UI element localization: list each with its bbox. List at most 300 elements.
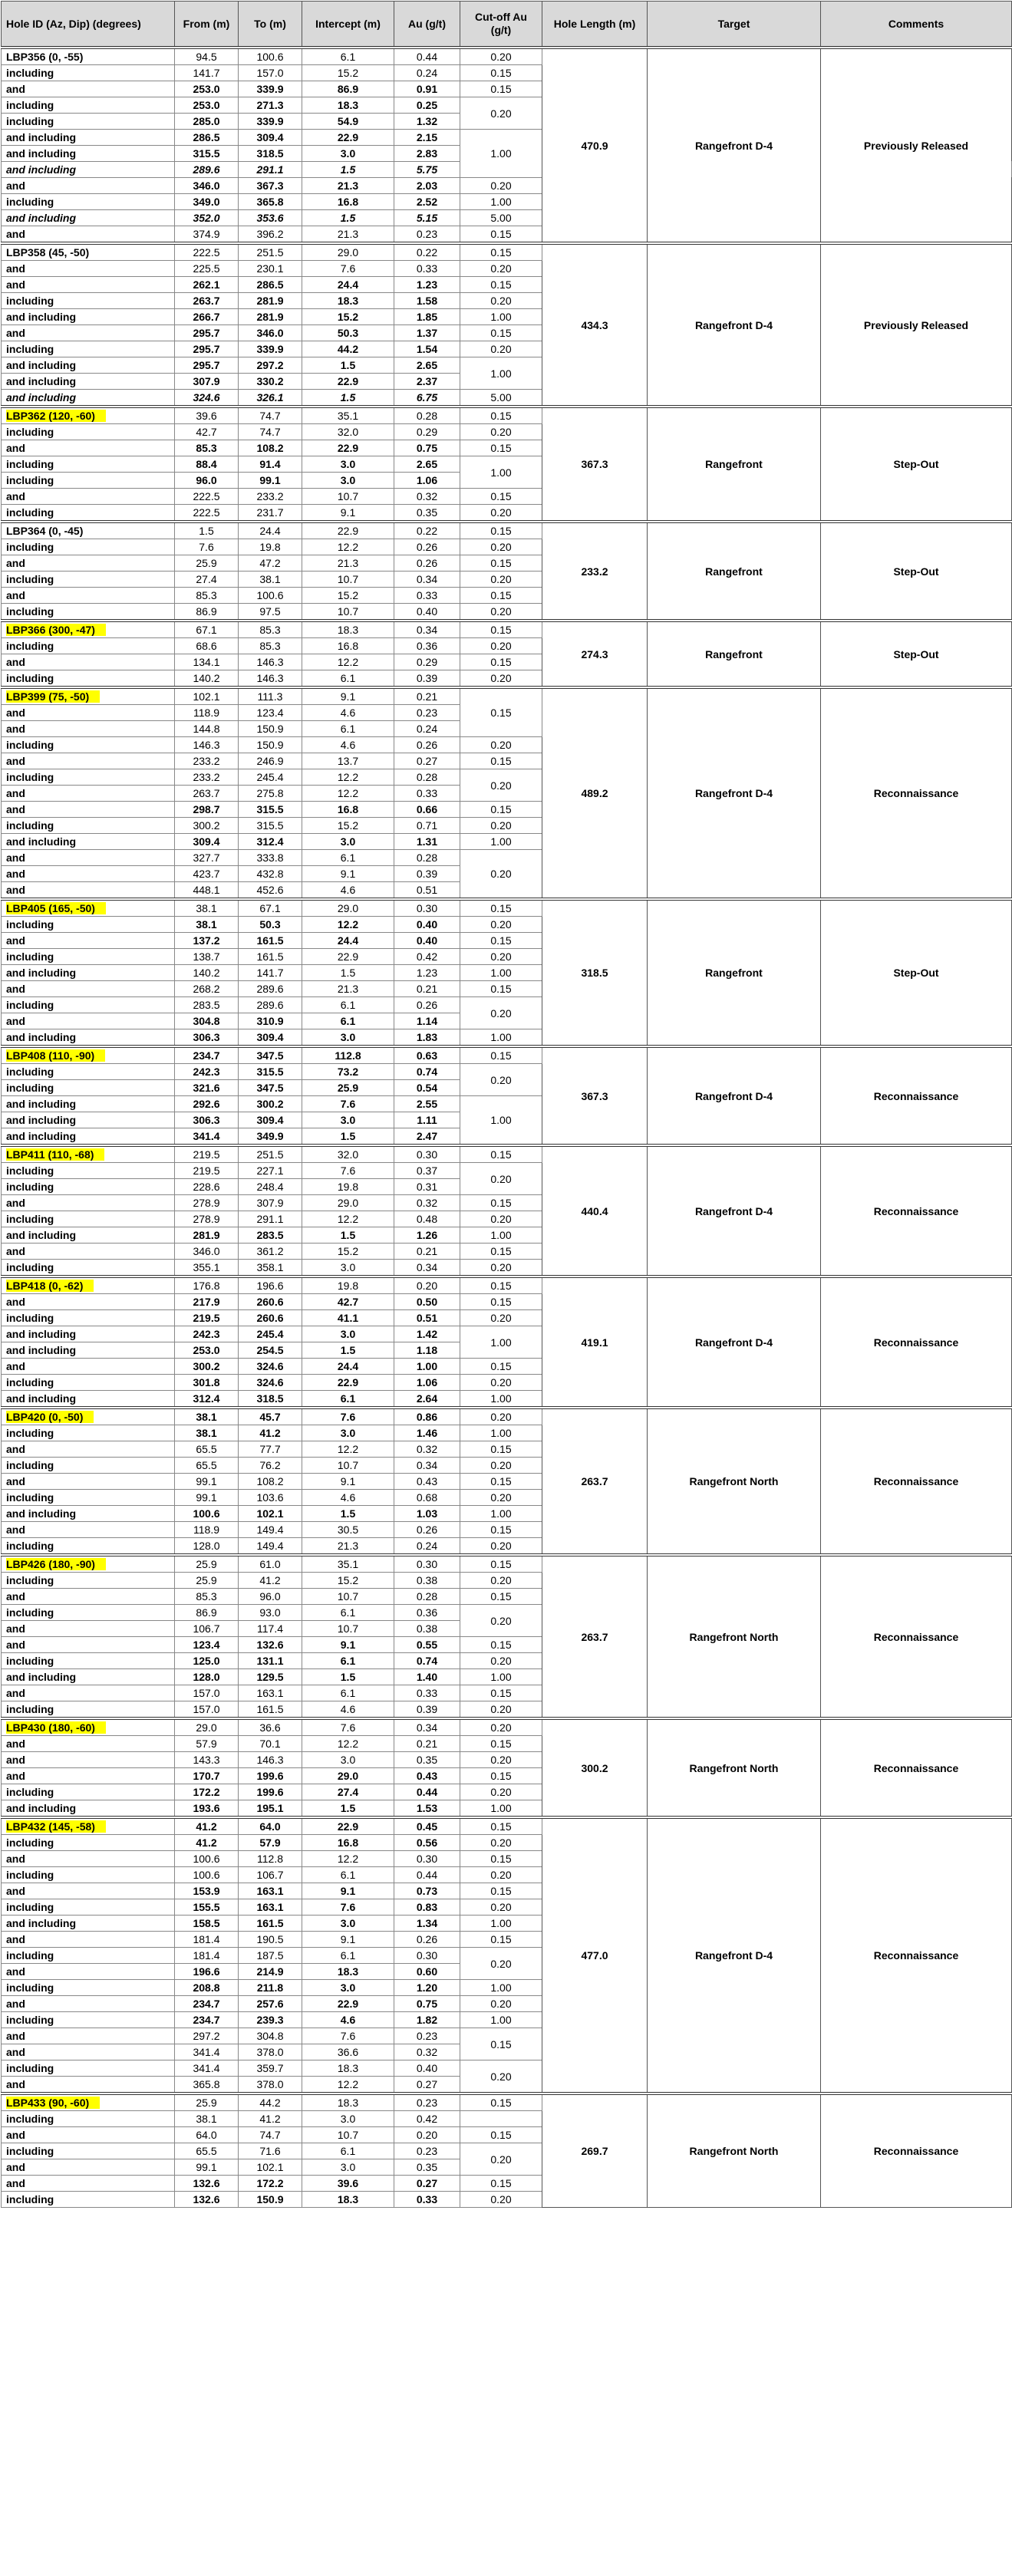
- interval-label: and: [6, 707, 25, 719]
- from-cell: 346.0: [175, 1244, 239, 1260]
- cutoff-cell: 0.15: [460, 1768, 542, 1784]
- au-grade-cell: 0.36: [394, 1605, 460, 1621]
- interval-label: including: [6, 1164, 54, 1177]
- hole-id-label: LBP432 (145, -58): [6, 1820, 106, 1833]
- to-cell: 231.7: [239, 505, 302, 522]
- au-grade-cell: 0.34: [394, 1260, 460, 1277]
- intercept-cell: 1.5: [302, 1342, 394, 1359]
- cutoff-cell: 0.15: [460, 489, 542, 505]
- from-cell: 448.1: [175, 882, 239, 900]
- au-grade-cell: 1.06: [394, 473, 460, 489]
- interval-label-cell: [2, 1701, 175, 1719]
- cutoff-cell: 0.20: [460, 1163, 542, 1195]
- from-cell: 219.5: [175, 1145, 239, 1163]
- to-cell: 103.6: [239, 1490, 302, 1506]
- au-grade-cell: 2.37: [394, 374, 460, 390]
- au-grade-cell: 0.33: [394, 1685, 460, 1701]
- from-cell: 88.4: [175, 456, 239, 473]
- to-cell: 233.2: [239, 489, 302, 505]
- to-cell: 199.6: [239, 1784, 302, 1800]
- from-cell: 25.9: [175, 1555, 239, 1573]
- hole-id-label: LBP418 (0, -62): [6, 1280, 94, 1292]
- intercept-cell: 86.9: [302, 81, 394, 97]
- interval-label: and: [6, 1933, 25, 1945]
- cutoff-cell: 1.00: [460, 1506, 542, 1522]
- cutoff-cell: 0.15: [460, 933, 542, 949]
- cutoff-cell: 0.20: [460, 341, 542, 357]
- cutoff-cell: 0.20: [460, 1784, 542, 1800]
- intercept-cell: 9.1: [302, 1474, 394, 1490]
- to-cell: 339.9: [239, 341, 302, 357]
- interval-label: including: [6, 1213, 54, 1225]
- cutoff-cell: 0.20: [460, 769, 542, 802]
- interval-label: and: [6, 557, 25, 569]
- from-cell: 25.9: [175, 2093, 239, 2111]
- au-grade-cell: 1.58: [394, 293, 460, 309]
- cutoff-cell: 1.00: [460, 456, 542, 489]
- intercept-cell: 3.0: [302, 1326, 394, 1342]
- cutoff-cell: 5.00: [460, 390, 542, 407]
- au-grade-cell: 0.75: [394, 1996, 460, 2012]
- au-grade-cell: 0.74: [394, 1064, 460, 1080]
- to-cell: 315.5: [239, 818, 302, 834]
- to-cell: 163.1: [239, 1883, 302, 1899]
- au-grade-cell: 0.50: [394, 1294, 460, 1310]
- from-cell: 153.9: [175, 1883, 239, 1899]
- comments-cell: Step-Out: [821, 522, 1012, 621]
- interval-label-cell: [2, 769, 175, 786]
- interval-label: including: [6, 1491, 54, 1504]
- from-cell: 292.6: [175, 1096, 239, 1112]
- interval-label: and including: [6, 1031, 76, 1043]
- interval-label: and: [6, 2161, 25, 2173]
- interval-label-cell: [2, 572, 175, 588]
- au-grade-cell: 2.52: [394, 194, 460, 210]
- to-cell: 24.4: [239, 522, 302, 539]
- intercept-cell: 10.7: [302, 489, 394, 505]
- intercept-cell: 21.3: [302, 555, 394, 572]
- hole-id-cell: [2, 899, 175, 917]
- interval-label: including: [6, 1181, 54, 1193]
- to-cell: 353.6: [239, 210, 302, 226]
- cutoff-cell: 0.15: [460, 1932, 542, 1948]
- au-grade-cell: 0.23: [394, 2143, 460, 2159]
- interval-label: and: [6, 934, 25, 947]
- to-cell: 318.5: [239, 146, 302, 162]
- hole-length-cell: 233.2: [542, 522, 648, 621]
- cutoff-cell: 0.15: [460, 81, 542, 97]
- cutoff-cell: 0.15: [460, 1441, 542, 1458]
- intercept-cell: 6.1: [302, 1867, 394, 1883]
- cutoff-cell: 1.00: [460, 1227, 542, 1244]
- intercept-cell: 12.2: [302, 769, 394, 786]
- to-cell: 257.6: [239, 1996, 302, 2012]
- to-cell: 41.2: [239, 1425, 302, 1441]
- interval-label: including: [6, 115, 54, 127]
- from-cell: 219.5: [175, 1310, 239, 1326]
- from-cell: 365.8: [175, 2077, 239, 2094]
- from-cell: 263.7: [175, 786, 239, 802]
- comments-cell: Reconnaissance: [821, 2093, 1012, 2208]
- from-cell: 86.9: [175, 604, 239, 621]
- au-grade-cell: 2.47: [394, 1128, 460, 1146]
- target-cell: Rangefront: [648, 621, 821, 687]
- to-cell: 361.2: [239, 1244, 302, 1260]
- intercept-cell: 1.5: [302, 1128, 394, 1146]
- au-grade-cell: 0.32: [394, 2044, 460, 2060]
- interval-label: including: [6, 474, 54, 486]
- au-grade-cell: 0.26: [394, 737, 460, 753]
- to-cell: 85.3: [239, 638, 302, 654]
- interval-label-cell: [2, 1932, 175, 1948]
- cutoff-cell: 0.20: [460, 1701, 542, 1719]
- interval-label-cell: [2, 638, 175, 654]
- au-grade-cell: 0.25: [394, 97, 460, 114]
- from-cell: 278.9: [175, 1195, 239, 1211]
- from-cell: 309.4: [175, 834, 239, 850]
- au-grade-cell: 0.54: [394, 1080, 460, 1096]
- interval-label: and: [6, 1754, 25, 1766]
- interval-label: and: [6, 83, 25, 95]
- to-cell: 309.4: [239, 1029, 302, 1047]
- interval-label-cell: [2, 1653, 175, 1669]
- intercept-cell: 1.5: [302, 1506, 394, 1522]
- interval-label-cell: [2, 1195, 175, 1211]
- au-grade-cell: 5.75: [394, 162, 460, 178]
- au-grade-cell: 0.26: [394, 555, 460, 572]
- from-cell: 144.8: [175, 721, 239, 737]
- intercept-cell: 10.7: [302, 604, 394, 621]
- au-grade-cell: 0.28: [394, 1589, 460, 1605]
- comments-cell: Step-Out: [821, 407, 1012, 522]
- au-grade-cell: 1.20: [394, 1980, 460, 1996]
- intercept-cell: 7.6: [302, 1096, 394, 1112]
- to-cell: 47.2: [239, 555, 302, 572]
- cutoff-cell: 0.15: [460, 1195, 542, 1211]
- au-grade-cell: 0.63: [394, 1046, 460, 1064]
- interval-label-cell: [2, 130, 175, 146]
- intercept-cell: 19.8: [302, 1179, 394, 1195]
- cutoff-cell: 1.00: [460, 1326, 542, 1359]
- interval-label: and: [6, 1622, 25, 1635]
- cutoff-cell: 0.15: [460, 1244, 542, 1260]
- cutoff-cell: 1.00: [460, 1029, 542, 1047]
- intercept-cell: 29.0: [302, 243, 394, 261]
- cutoff-cell: 0.20: [460, 261, 542, 277]
- header-hole-id: Hole ID (Az, Dip) (degrees): [2, 2, 175, 48]
- interval-label-cell: [2, 2127, 175, 2143]
- intercept-cell: 29.0: [302, 899, 394, 917]
- to-cell: 149.4: [239, 1522, 302, 1538]
- cutoff-cell: 0.15: [460, 1145, 542, 1163]
- interval-label-cell: [2, 1736, 175, 1752]
- interval-label-cell: [2, 818, 175, 834]
- au-grade-cell: 0.44: [394, 48, 460, 65]
- interval-label: and: [6, 589, 25, 601]
- interval-label-cell: [2, 1294, 175, 1310]
- interval-label-cell: [2, 1800, 175, 1818]
- to-cell: 99.1: [239, 473, 302, 489]
- from-cell: 181.4: [175, 1948, 239, 1964]
- interval-label-cell: [2, 2077, 175, 2094]
- from-cell: 176.8: [175, 1276, 239, 1294]
- au-grade-cell: 1.46: [394, 1425, 460, 1441]
- from-cell: 263.7: [175, 293, 239, 309]
- au-grade-cell: 1.83: [394, 1029, 460, 1047]
- hole-length-cell: 419.1: [542, 1276, 648, 1408]
- intercept-cell: 3.0: [302, 2159, 394, 2176]
- interval-label-cell: [2, 1112, 175, 1128]
- intercept-cell: 30.5: [302, 1522, 394, 1538]
- interval-label: and: [6, 278, 25, 291]
- from-cell: 38.1: [175, 1408, 239, 1425]
- au-grade-cell: 0.60: [394, 1964, 460, 1980]
- intercept-cell: 29.0: [302, 1195, 394, 1211]
- cutoff-cell: 0.15: [460, 1637, 542, 1653]
- comments-cell: Previously Released: [821, 48, 1012, 243]
- interval-label: and: [6, 1639, 25, 1651]
- intercept-cell: 21.3: [302, 1538, 394, 1556]
- cutoff-cell: 0.20: [460, 1835, 542, 1851]
- interval-label-cell: [2, 1669, 175, 1685]
- cutoff-cell: 0.20: [460, 818, 542, 834]
- from-cell: 253.0: [175, 97, 239, 114]
- intercept-cell: 35.1: [302, 1555, 394, 1573]
- au-grade-cell: 0.24: [394, 1538, 460, 1556]
- cutoff-cell: 0.20: [460, 1752, 542, 1768]
- to-cell: 291.1: [239, 1211, 302, 1227]
- hole-id-cell: [2, 1718, 175, 1736]
- interval-label: and: [6, 1738, 25, 1750]
- au-grade-cell: 0.21: [394, 981, 460, 997]
- cutoff-cell: 1.00: [460, 357, 542, 390]
- from-cell: 321.6: [175, 1080, 239, 1096]
- interval-label: and including: [6, 1392, 76, 1405]
- hole-length-cell: 470.9: [542, 48, 648, 243]
- from-cell: 349.0: [175, 194, 239, 210]
- intercept-cell: 3.0: [302, 1980, 394, 1996]
- from-cell: 327.7: [175, 850, 239, 866]
- header-intercept: Intercept (m): [302, 2, 394, 48]
- intercept-cell: 12.2: [302, 1736, 394, 1752]
- interval-label: and: [6, 2046, 25, 2058]
- hole-header-row: [2, 621, 1012, 638]
- to-cell: 365.8: [239, 194, 302, 210]
- interval-label-cell: [2, 1685, 175, 1701]
- interval-label-cell: [2, 1899, 175, 1916]
- cutoff-cell: 0.20: [460, 293, 542, 309]
- from-cell: 355.1: [175, 1260, 239, 1277]
- interval-label-cell: [2, 705, 175, 721]
- to-cell: 111.3: [239, 687, 302, 705]
- au-grade-cell: 0.36: [394, 638, 460, 654]
- intercept-cell: 22.9: [302, 130, 394, 146]
- interval-label: and: [6, 656, 25, 668]
- interval-label-cell: [2, 194, 175, 210]
- cutoff-cell: 0.20: [460, 178, 542, 194]
- to-cell: 57.9: [239, 1835, 302, 1851]
- interval-label-cell: [2, 834, 175, 850]
- interval-label: including: [6, 1606, 54, 1619]
- from-cell: 123.4: [175, 1637, 239, 1653]
- from-cell: 222.5: [175, 489, 239, 505]
- cutoff-cell: 0.15: [460, 243, 542, 261]
- intercept-cell: 22.9: [302, 1817, 394, 1835]
- intercept-cell: 3.0: [302, 1260, 394, 1277]
- au-grade-cell: 0.40: [394, 933, 460, 949]
- interval-label-cell: [2, 489, 175, 505]
- interval-label: including: [6, 1261, 54, 1273]
- cutoff-cell: 1.00: [460, 194, 542, 210]
- cutoff-cell: 0.20: [460, 997, 542, 1029]
- from-cell: 324.6: [175, 390, 239, 407]
- interval-label-cell: [2, 1326, 175, 1342]
- au-grade-cell: 0.34: [394, 621, 460, 638]
- au-grade-cell: 6.75: [394, 390, 460, 407]
- interval-label-cell: [2, 1375, 175, 1391]
- from-cell: 181.4: [175, 1932, 239, 1948]
- to-cell: 163.1: [239, 1685, 302, 1701]
- to-cell: 347.5: [239, 1046, 302, 1064]
- intercept-cell: 22.9: [302, 522, 394, 539]
- hole-id-label: LBP356 (0, -55): [6, 51, 84, 63]
- au-grade-cell: 0.51: [394, 1310, 460, 1326]
- au-grade-cell: 0.74: [394, 1653, 460, 1669]
- to-cell: 304.8: [239, 2028, 302, 2044]
- cutoff-cell: 0.15: [460, 1046, 542, 1064]
- intercept-cell: 10.7: [302, 1458, 394, 1474]
- intercept-cell: 10.7: [302, 2127, 394, 2143]
- to-cell: 211.8: [239, 1980, 302, 1996]
- interval-label: including: [6, 2113, 54, 2125]
- to-cell: 19.8: [239, 539, 302, 555]
- au-grade-cell: 1.53: [394, 1800, 460, 1818]
- interval-label: including: [6, 1949, 54, 1962]
- interval-label: including: [6, 343, 54, 355]
- from-cell: 266.7: [175, 309, 239, 325]
- cutoff-cell: 0.20: [460, 572, 542, 588]
- from-cell: 346.0: [175, 178, 239, 194]
- to-cell: 150.9: [239, 737, 302, 753]
- from-cell: 374.9: [175, 226, 239, 244]
- au-grade-cell: 0.39: [394, 1701, 460, 1719]
- interval-label: including: [6, 2145, 54, 2157]
- intercept-cell: 42.7: [302, 1294, 394, 1310]
- intercept-cell: 16.8: [302, 194, 394, 210]
- to-cell: 93.0: [239, 1605, 302, 1621]
- interval-label-cell: [2, 1342, 175, 1359]
- hole-id-label: LBP430 (180, -60): [6, 1721, 106, 1734]
- from-cell: 283.5: [175, 997, 239, 1013]
- target-cell: Rangefront North: [648, 1555, 821, 1718]
- au-grade-cell: 0.20: [394, 2127, 460, 2143]
- interval-label-cell: [2, 1621, 175, 1637]
- interval-label-cell: [2, 850, 175, 866]
- from-cell: 234.7: [175, 1046, 239, 1064]
- au-grade-cell: 0.26: [394, 1932, 460, 1948]
- intercept-cell: 9.1: [302, 505, 394, 522]
- comments-cell: Reconnaissance: [821, 687, 1012, 899]
- cutoff-cell: 0.15: [460, 588, 542, 604]
- hole-header-row: [2, 243, 1012, 261]
- intercept-cell: 15.2: [302, 309, 394, 325]
- au-grade-cell: 2.83: [394, 146, 460, 162]
- interval-label: and: [6, 2129, 25, 2141]
- intercept-cell: 6.1: [302, 1391, 394, 1408]
- interval-label: and: [6, 442, 25, 454]
- intercept-cell: 9.1: [302, 866, 394, 882]
- cutoff-cell: 0.15: [460, 2028, 542, 2060]
- au-grade-cell: 2.03: [394, 178, 460, 194]
- au-grade-cell: 0.39: [394, 866, 460, 882]
- au-grade-cell: 0.43: [394, 1768, 460, 1784]
- hole-header-row: [2, 899, 1012, 917]
- interval-label: and: [6, 1015, 25, 1027]
- interval-label-cell: [2, 1080, 175, 1096]
- au-grade-cell: 0.30: [394, 1851, 460, 1867]
- from-cell: 27.4: [175, 572, 239, 588]
- to-cell: 74.7: [239, 407, 302, 424]
- cutoff-cell: 0.15: [460, 687, 542, 737]
- interval-label-cell: [2, 1964, 175, 1980]
- from-cell: 242.3: [175, 1326, 239, 1342]
- intercept-cell: 18.3: [302, 1964, 394, 1980]
- intercept-cell: 1.5: [302, 1669, 394, 1685]
- to-cell: 359.7: [239, 2060, 302, 2077]
- from-cell: 132.6: [175, 2192, 239, 2208]
- to-cell: 367.3: [239, 178, 302, 194]
- intercept-cell: 35.1: [302, 407, 394, 424]
- interval-label-cell: [2, 866, 175, 882]
- interval-label: including: [6, 1066, 54, 1078]
- cutoff-cell: 0.15: [460, 2127, 542, 2143]
- to-cell: 85.3: [239, 621, 302, 638]
- to-cell: 230.1: [239, 261, 302, 277]
- hole-id-label: LBP420 (0, -50): [6, 1411, 94, 1423]
- interval-label: and including: [6, 1114, 76, 1126]
- interval-label-cell: [2, 390, 175, 407]
- hole-id-cell: [2, 1555, 175, 1573]
- interval-label: including: [6, 819, 54, 832]
- intercept-cell: 54.9: [302, 114, 394, 130]
- cutoff-cell: 1.00: [460, 1916, 542, 1932]
- interval-label-cell: [2, 210, 175, 226]
- hole-header-row: [2, 1046, 1012, 1064]
- hole-id-label: LBP408 (110, -90): [6, 1049, 105, 1062]
- cutoff-cell: 0.15: [460, 522, 542, 539]
- interval-label: and including: [6, 835, 76, 848]
- cutoff-cell: 0.15: [460, 1276, 542, 1294]
- interval-label-cell: [2, 162, 175, 178]
- from-cell: 94.5: [175, 48, 239, 65]
- to-cell: 150.9: [239, 721, 302, 737]
- from-cell: 306.3: [175, 1029, 239, 1047]
- intercept-cell: 24.4: [302, 933, 394, 949]
- interval-label-cell: [2, 1637, 175, 1653]
- interval-label: and: [6, 723, 25, 735]
- au-grade-cell: 2.55: [394, 1096, 460, 1112]
- to-cell: 251.5: [239, 243, 302, 261]
- to-cell: 161.5: [239, 1916, 302, 1932]
- interval-label: including: [6, 541, 54, 553]
- interval-label-cell: [2, 374, 175, 390]
- cutoff-cell: 0.20: [460, 638, 542, 654]
- interval-label-cell: [2, 2159, 175, 2176]
- from-cell: 132.6: [175, 2176, 239, 2192]
- intercept-cell: 3.0: [302, 1112, 394, 1128]
- interval-label-cell: [2, 1522, 175, 1538]
- intercept-cell: 7.6: [302, 1718, 394, 1736]
